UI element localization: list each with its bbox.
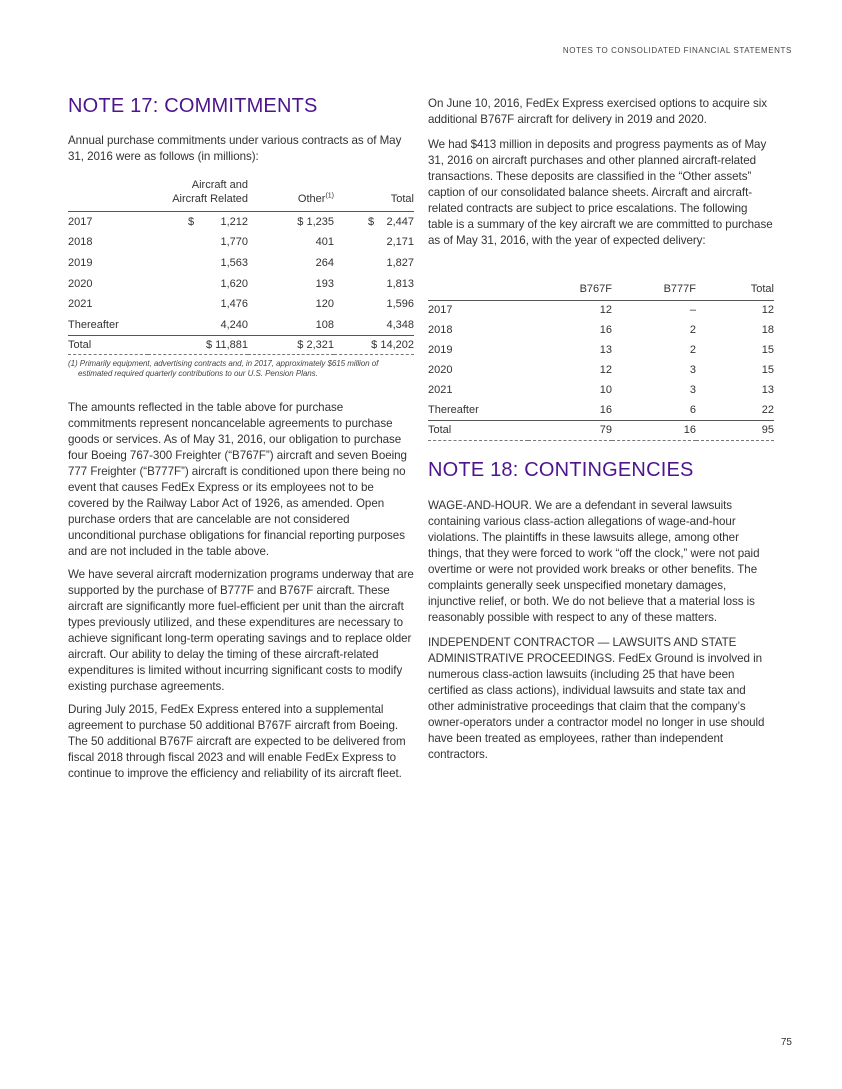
note18-para1: WAGE-AND-HOUR. We are a defendant in several lawsuits containing various class-action allegations of wage-and-hour violations. The plaintiffs in these lawsuits allege, among other things, that they were forced to work “off the clock,” were not paid overtime or were not provided work breaks or other benefits. The complaints generally seek unspecified monetary damages, injunctive relief, or both. We do not believe that a material loss is reasonably possible with respect to any of these matters.	[428, 498, 760, 624]
aircraft-row-b767f: 16	[599, 324, 612, 336]
aircraft-total-label: Total	[428, 420, 528, 440]
row-aircraft-value: 1,212	[220, 216, 248, 229]
aircraft-row-year: 2019	[428, 344, 453, 356]
left-column	[68, 95, 414, 782]
row-year: 2019	[68, 256, 93, 269]
row-total-value: 4,348	[386, 318, 414, 331]
aircraft-row	[428, 400, 774, 420]
row-aircraft	[148, 294, 248, 315]
aircraft-row-year: 2020	[428, 364, 453, 376]
row-aircraft	[148, 314, 248, 335]
running-header: NOTES TO CONSOLIDATED FINANCIAL STATEMENTS	[562, 46, 792, 55]
row-aircraft-value: 1,563	[220, 256, 248, 269]
aircraft-total-b777f: 16	[612, 420, 696, 440]
commitments-row	[68, 294, 414, 315]
note18-title: NOTE 18: CONTINGENCIES	[428, 458, 694, 481]
row-total	[334, 273, 414, 294]
total-total: $ 14,202	[334, 335, 414, 354]
aircraft-header-row	[428, 280, 774, 300]
row-year: 2021	[68, 298, 93, 311]
aircraft-row-year: 2021	[428, 384, 453, 396]
row-total	[334, 212, 414, 233]
row-aircraft	[148, 212, 248, 233]
note17-para2: We have several aircraft modernization programs underway that are supported by the purchase of B777F and B767F aircraft. These aircraft are significantly more fuel-efficient per unit than the aircraft types previously utilized, and these expenditures are necessary to achieve significant long-term operating savings and to replace older aircraft. Our ability to delay the timing of these aircraft-related expenditures is limited without incurring significant costs to modify existing purchase agreements.	[68, 567, 414, 693]
row-year: 2018	[68, 236, 93, 249]
row-total-sign: $	[368, 216, 375, 229]
row-total-value: 2,447	[386, 216, 414, 229]
row-aircraft-value: 4,240	[220, 318, 248, 331]
commitments-body	[68, 212, 414, 355]
header-year	[68, 178, 148, 212]
row-total-value: 1,827	[386, 256, 414, 269]
note17-intro: Annual purchase commitments under various contracts as of May 31, 2016 were as follows (in millions):	[68, 134, 402, 163]
aircraft-row-b777f: 2	[689, 324, 696, 336]
commitments-row	[68, 253, 414, 274]
aircraft-row	[428, 300, 774, 320]
row-aircraft	[148, 273, 248, 294]
aircraft-row-b777f: 6	[689, 403, 696, 416]
row-other: 108	[315, 318, 334, 331]
note17-para3: During July 2015, FedEx Express entered into a supplemental agreement to purchase 50 additional B767F aircraft from Boeing. The 50 additional B767F aircraft are expected to be delivered from fiscal 2018 through fiscal 2023 and will enable FedEx Express to continue to improve the efficiency and reliability of its aircraft fleet.	[68, 702, 406, 780]
note17-para4: On June 10, 2016, FedEx Express exercised options to acquire six additional B767F aircraft for delivery in 2019 and 2020.	[428, 97, 768, 126]
aircraft-row-b777f: 3	[689, 384, 696, 396]
aircraft-row-total: 13	[761, 384, 774, 396]
row-total	[334, 232, 414, 253]
total-label: Total	[68, 335, 148, 354]
aircraft-row-b767f: 13	[599, 344, 612, 356]
header-total: Total	[390, 193, 414, 205]
aircraft-row-b777f: 3	[689, 364, 696, 376]
row-aircraft	[148, 232, 248, 253]
note17-para1: The amounts reflected in the table above for purchase commitments represent noncancelable agreements to purchase goods or services. As of May 31, 2016, our obligation to purchase four Boeing 767-300 Freighter (“B767F”) aircraft and seven Boeing 777 Freighter (“B777F”) aircraft is conditioned upon there being no event that causes FedEx Express or its employees not to be covered by the Railway Labor Act of 1926, as amended. Open purchase orders that are cancelable are not considered unconditional purchase obligations for financial reporting purposes and are not included in the table above.	[68, 400, 407, 558]
row-year: 2020	[68, 277, 93, 290]
aircraft-row-b767f: 12	[528, 300, 612, 320]
row-other: 120	[315, 298, 334, 311]
row-total	[334, 253, 414, 274]
commitments-footnote: (1) Primarily equipment, advertising contracts and, in 2017, approximately $615 million of estimated required quarterly contributions to our U.S. Pension Plans.	[68, 358, 379, 379]
row-other: $ 1,235	[248, 212, 334, 233]
row-total-value: 1,596	[386, 298, 414, 311]
note17-title: NOTE 17: COMMITMENTS	[68, 95, 318, 117]
aircraft-row-year: 2018	[428, 324, 453, 336]
aircraft-row-total: 12	[696, 300, 774, 320]
commitments-row	[68, 212, 414, 233]
aircraft-row-b767f: 12	[599, 364, 612, 376]
note17-para5: We had $413 million in deposits and progress payments as of May 31, 2016 on aircraft purchases and other planned aircraft-related transactions. These deposits are classified in the “Other assets” caption of our consolidated balance sheets. Aircraft and aircraft-related contracts are subject to price escalations. The following table is a summary of the key aircraft we are committed to purchase as of May 31, 2016, with the year of expected delivery:	[428, 138, 773, 247]
row-aircraft-value: 1,770	[220, 236, 248, 249]
header-aircraft-line2: Aircraft Related	[172, 193, 248, 205]
row-year: 2017	[68, 212, 148, 233]
aircraft-row-total: 22	[761, 403, 774, 416]
row-total-value: 1,813	[386, 277, 414, 290]
aircraft-header-year	[428, 280, 528, 300]
note18-para2: INDEPENDENT CONTRACTOR — LAWSUITS AND STATE ADMINISTRATIVE PROCEEDINGS. FedEx Ground is involved in numerous class-action lawsuits (including 25 that have been certified as class actions), individual lawsuits and state tax and other administrative proceedings that claim that the company’s owner-operators under a contractor model no longer in use should have been treated as employees, rather than independent contractors.	[428, 635, 765, 761]
header-aircraft	[148, 178, 248, 212]
aircraft-row-b777f: –	[612, 300, 696, 320]
aircraft-row	[428, 320, 774, 340]
row-year: Thereafter	[68, 318, 119, 331]
aircraft-body	[428, 300, 774, 440]
row-aircraft-value: 1,476	[220, 298, 248, 311]
aircraft-row-total: 15	[761, 364, 774, 376]
commitments-total-row	[68, 335, 414, 354]
row-aircraft-value: 1,620	[220, 277, 248, 290]
row-aircraft	[148, 253, 248, 274]
commitments-row	[68, 232, 414, 253]
aircraft-row	[428, 380, 774, 400]
aircraft-row	[428, 340, 774, 360]
row-aircraft-sign: $	[188, 216, 195, 229]
right-column	[428, 96, 774, 763]
aircraft-header-total: Total	[750, 282, 774, 295]
aircraft-row-year: Thereafter	[428, 403, 479, 416]
aircraft-row-b767f: 10	[599, 384, 612, 396]
commitments-header-row	[68, 178, 414, 212]
row-total	[334, 314, 414, 335]
aircraft-total-b767f: 79	[528, 420, 612, 440]
aircraft-table	[428, 280, 774, 441]
aircraft-header-b777f: B777F	[663, 282, 696, 295]
aircraft-header-b767f: B767F	[579, 282, 612, 295]
commitments-table	[68, 178, 414, 355]
aircraft-row-b767f: 16	[599, 403, 612, 416]
row-other: 264	[315, 256, 334, 269]
aircraft-row-year: 2017	[428, 300, 528, 320]
total-aircraft: $ 11,881	[148, 335, 248, 354]
header-other-footnote-ref: (1)	[325, 192, 334, 200]
page-number: 75	[780, 1037, 792, 1048]
header-other	[248, 178, 334, 212]
row-other: 193	[315, 277, 334, 290]
aircraft-total-total: 95	[696, 420, 774, 440]
aircraft-row-b777f: 2	[689, 344, 696, 356]
aircraft-total-row	[428, 420, 774, 440]
commitments-row	[68, 314, 414, 335]
row-total-value: 2,171	[386, 236, 414, 249]
row-total	[334, 294, 414, 315]
aircraft-row-total: 18	[761, 324, 774, 336]
header-other-label: Other	[297, 193, 326, 205]
aircraft-row	[428, 360, 774, 380]
header-aircraft-line1: Aircraft and	[191, 179, 248, 191]
aircraft-row-total: 15	[761, 344, 774, 356]
total-other: $ 2,321	[248, 335, 334, 354]
commitments-row	[68, 273, 414, 294]
row-other: 401	[315, 236, 334, 249]
